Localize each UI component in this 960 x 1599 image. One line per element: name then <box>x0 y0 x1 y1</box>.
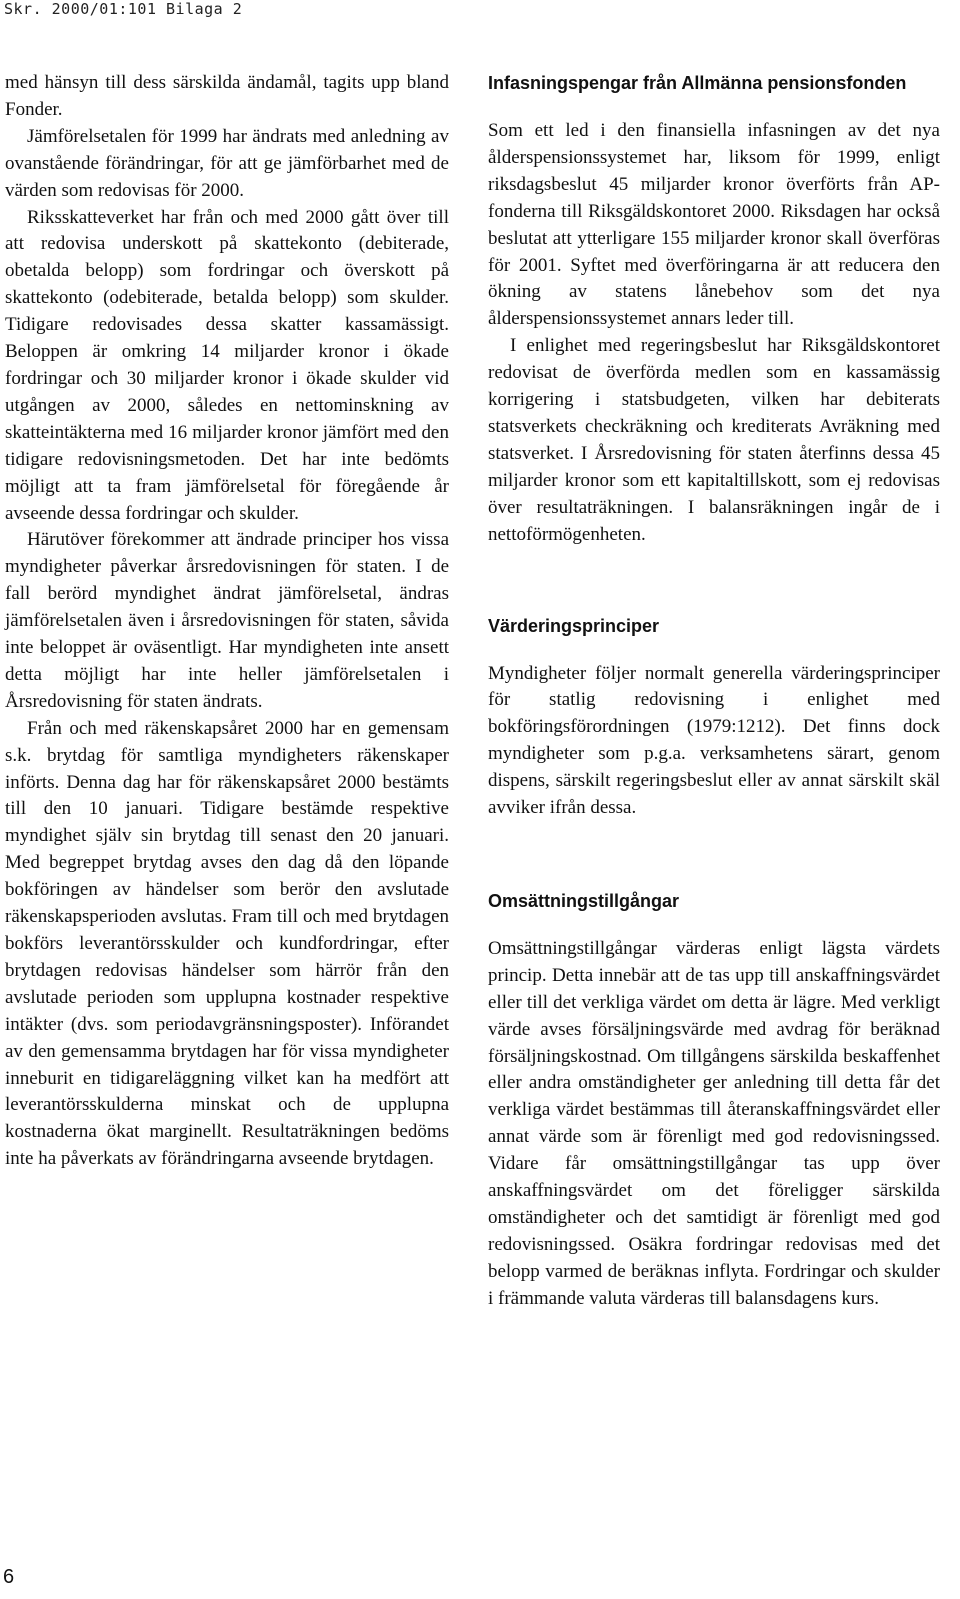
paragraph: Som ett led i den finansiella infasningen av det nya ålderspensionssystemet har, liksom för 1999, enligt riksdagsbeslut 45 miljarder kronor överförts från AP-fonderna till Riksgäldskontoret 2000. Riksdagen har också beslutat att ytterligare 155 miljarder kronor skall överföras för 2001. Syftet med överföringarna är att reducera den ökning av statens lånebehov som det nya ålderspensionssystemet annars leder till. <box>488 120 940 330</box>
section-heading-infasningspengar: Infasningspengar från Allmänna pensionsfonden <box>488 73 907 93</box>
paragraph: Från och med räkenskapsåret 2000 har en gemensam s.k. brytdag för samtliga myndigheters räkenskaper införts. Denna dag har för räkenskapsåret 2000 bestämts till den 10 januari. Tidigare bestämde respektive myndighet själv sin brytdag till senast den 20 januari. Med begreppet brytdag avses den dag då den löpande bokföringen av händelser som berör den avslutade räkenskapsperioden avslutas. Fram till och med brytdagen bokförs leverantörsskulder och kundfordringar, efter brytdagen redovisas händelser som härrör från den avslutade perioden som upplupna kostnader respektive intäkter (dvs. som periodavgränsningsposter). Införandet av den gemensamma brytdagen har för vissa myndigheter inneburit en tidigareläggning vilket kan ha medfört att leverantörsskulderna minskat och de upplupna kostnaderna ökat marginellt. Resultaträkningen bedöms inte ha påverkats av förändringarna avseende brytdagen. <box>5 717 449 1170</box>
paragraph: Myndigheter följer normalt generella värderingsprinciper för statlig redovisning i enlighet med bokföringsförordningen (1979:1212). Det finns dock myndigheter som p.g.a. verksamhetens särart, genom dispens, särskilt regeringsbeslut eller av annat särskilt skäl avviker ifrån dessa. <box>488 662 940 819</box>
left-column <box>5 70 449 1173</box>
running-header: Skr. 2000/01:101 Bilaga 2 <box>4 0 243 18</box>
paragraph: Härutöver förekommer att ändrade principer hos vissa myndigheter påverkar årsredovisningen för staten. I de fall berörd myndighet ändrat jämförelsetal, ändras jämförelsetalen även i årsredovisningen för staten, såvida inte beloppet är oväsentligt. Har myndigheten inte ansett detta möjligt har inte heller jämförelsetalen i Årsredovisning för staten ändrats. <box>5 529 449 712</box>
paragraph: Omsättningstillgångar värderas enligt lägsta värdets princip. Detta innebär att de tas upp till anskaffningsvärdet eller till det verkliga värdet om detta är lägre. Med verkligt värde avses försäljningsvärde med avdrag för beräknad försäljningskostnad. Om tillgångens särskilda beskaffenhet eller andra omständigheter ger anledning till detta får det verkliga värdet bestämmas till återanskaffningsvärdet eller annat värde som är förenligt med god redovisningssed. Vidare får omsättningstillgångar tas upp över anskaffningsvärdet om det föreligger särskilda omständigheter och det samtidigt är förenligt med god redovisningssed. Osäkra fordringar redovisas med det belopp varmed de beräknas inflyta. Fordringar och skulder i främmande valuta värderas till balansdagens kurs. <box>488 937 940 1309</box>
paragraph: Riksskatteverket har från och med 2000 gått över till att redovisa underskott på skattekonto (debiterade, obetalda belopp) som fordringar och överskott på skattekonto (odebiterade, betalda belopp) som skulder. Tidigare redovisades dessa skatter kassamässigt. Beloppen är omkring 14 miljarder kronor i ökade fordringar och 30 miljarder kronor i ökade skulder vid utgången av 2000, således en nettominskning av skatteintäkterna med 16 miljarder kronor jämfört med den tidigare redovisningsmetoden. Det har inte bedömts möjligt att ta fram jämförelsetal för föregående år avseende dessa fordringar och skulder. <box>5 206 449 524</box>
section-heading-varderingsprinciper: Värderingsprinciper <box>488 615 660 636</box>
paragraph: med hänsyn till dess särskilda ändamål, tagits upp bland Fonder. <box>5 72 449 120</box>
right-column <box>488 70 940 1313</box>
paragraph: Jämförelsetalen för 1999 har ändrats med anledning av ovanstående förändringar, för att ge jämförbarhet med de värden som redovisas för 2000. <box>5 125 449 201</box>
section-heading-omsattningstillgangar: Omsättningstillgångar <box>488 890 680 911</box>
paragraph: I enlighet med regeringsbeslut har Riksgäldskontoret redovisat de överförda medlen som en kassamässig korrigering i statsbudgeten, vilken har debiterats statsverkets checkräkning och krediterats Avräkning med statsverket. I Årsredovisning för staten återfinns dessa 45 miljarder kronor som ett kapitaltillskott, som ej redovisas över resultaträkningen. I balansräkningen ingår de i nettoförmögenheten. <box>488 335 940 545</box>
page-number: 6 <box>3 1566 15 1588</box>
